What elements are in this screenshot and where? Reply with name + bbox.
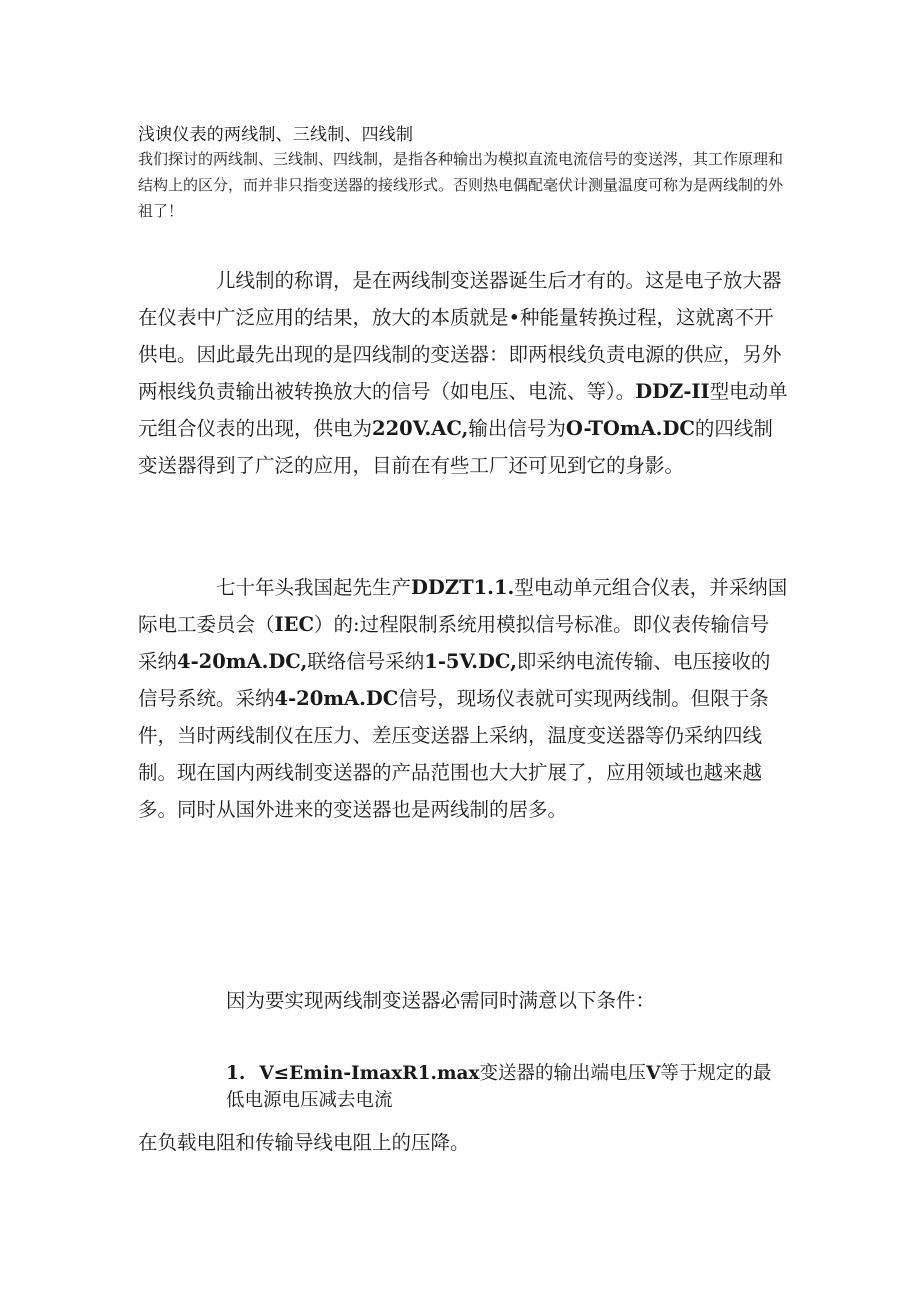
paragraph-text: 输出信号为 <box>468 417 566 440</box>
paragraph-iec-standard <box>138 569 788 828</box>
iec-abbrev: IEC <box>274 613 315 636</box>
paragraph-text: 的四线制变送器得到了广泛的应用，目前在有些工厂还可见到它的身影。 <box>138 417 773 477</box>
voltage-symbol: V <box>646 1063 661 1084</box>
paragraph-text: 儿线制的称谓，是在两线制变送器诞生后才有的。这是电子放大器在仪表中广泛应用的结果，放大的本质就是•种能量转换过程，这就离不开供电。因此最先出现的是四线制的变送器：即两根线负责电源的供应，另外两根线负责输出被转换放大的信号（如电压、电流、等）。 <box>138 269 782 403</box>
document-title: 浅谀仪表的两线制、三线制、四线制 <box>138 125 414 145</box>
paragraph-text: ）的:过程限制系统用模拟信号标准。即仪表传输信号采纳 <box>138 613 770 673</box>
paragraph-text: 七十年头我国起先生产 <box>216 576 412 599</box>
transmission-signal-value: 4-20mA.DC, <box>177 650 308 673</box>
paragraph-text: 信号，现场仪表就可实现两线制。但限于条件，当时两线制仪在压力、差压变送器上采纳，温度变送器等仍采纳四线制。现在国内两线制变送器的产品范围也大大扩展了，应用领域也越来越多。同时从国外进来的变送器也是两线制的居多。 <box>138 687 769 821</box>
model-ddz-ii: DDZ-II <box>635 380 710 403</box>
condition-formula: V≤Emin-ImaxR1.max <box>259 1063 480 1084</box>
paragraph-history-four-wire <box>138 262 788 484</box>
item-text: 等于规定的最低电源电压减去电流 <box>226 1063 772 1111</box>
conditions-intro: 因为要实现两线制变送器必需同时满意以下条件： <box>226 989 656 1012</box>
link-signal-value: 1-5V.DC, <box>424 650 517 673</box>
paragraph-text: 型电动单元组合仪表，并采纳国际电工委员会（ <box>138 576 788 636</box>
paragraph-text: 联络信号采纳 <box>307 650 425 673</box>
continuation-paragraph: 在负载电阻和传输导线电阻上的压降。 <box>138 1131 470 1154</box>
output-signal-value: O-TOmA.DC <box>565 417 695 440</box>
paragraph-text: 型电动单元组合仪表的出现，供电为 <box>138 380 788 440</box>
model-ddzt: DDZT1.1. <box>411 576 515 599</box>
condition-item-1 <box>226 1060 786 1114</box>
supply-voltage-value: 220V.AC, <box>372 417 469 440</box>
item-number: 1. <box>226 1063 246 1084</box>
current-signal-value: 4-20mA.DC <box>274 687 399 710</box>
item-text: 变送器的输出端电压 <box>479 1063 647 1084</box>
intro-paragraph: 我们探讨的两线制、三线制、四线制，是指各种输出为模拟直流电流信号的变送涔，其工作原理和结构上的区分，而并非只指变送器的接线形式。否则热电偶配毫伏计测量温度可称为是两线制的外祖了！ <box>138 150 784 220</box>
paragraph-text: 即采纳电流传输、电压接收的信号系统。采纳 <box>138 650 771 710</box>
